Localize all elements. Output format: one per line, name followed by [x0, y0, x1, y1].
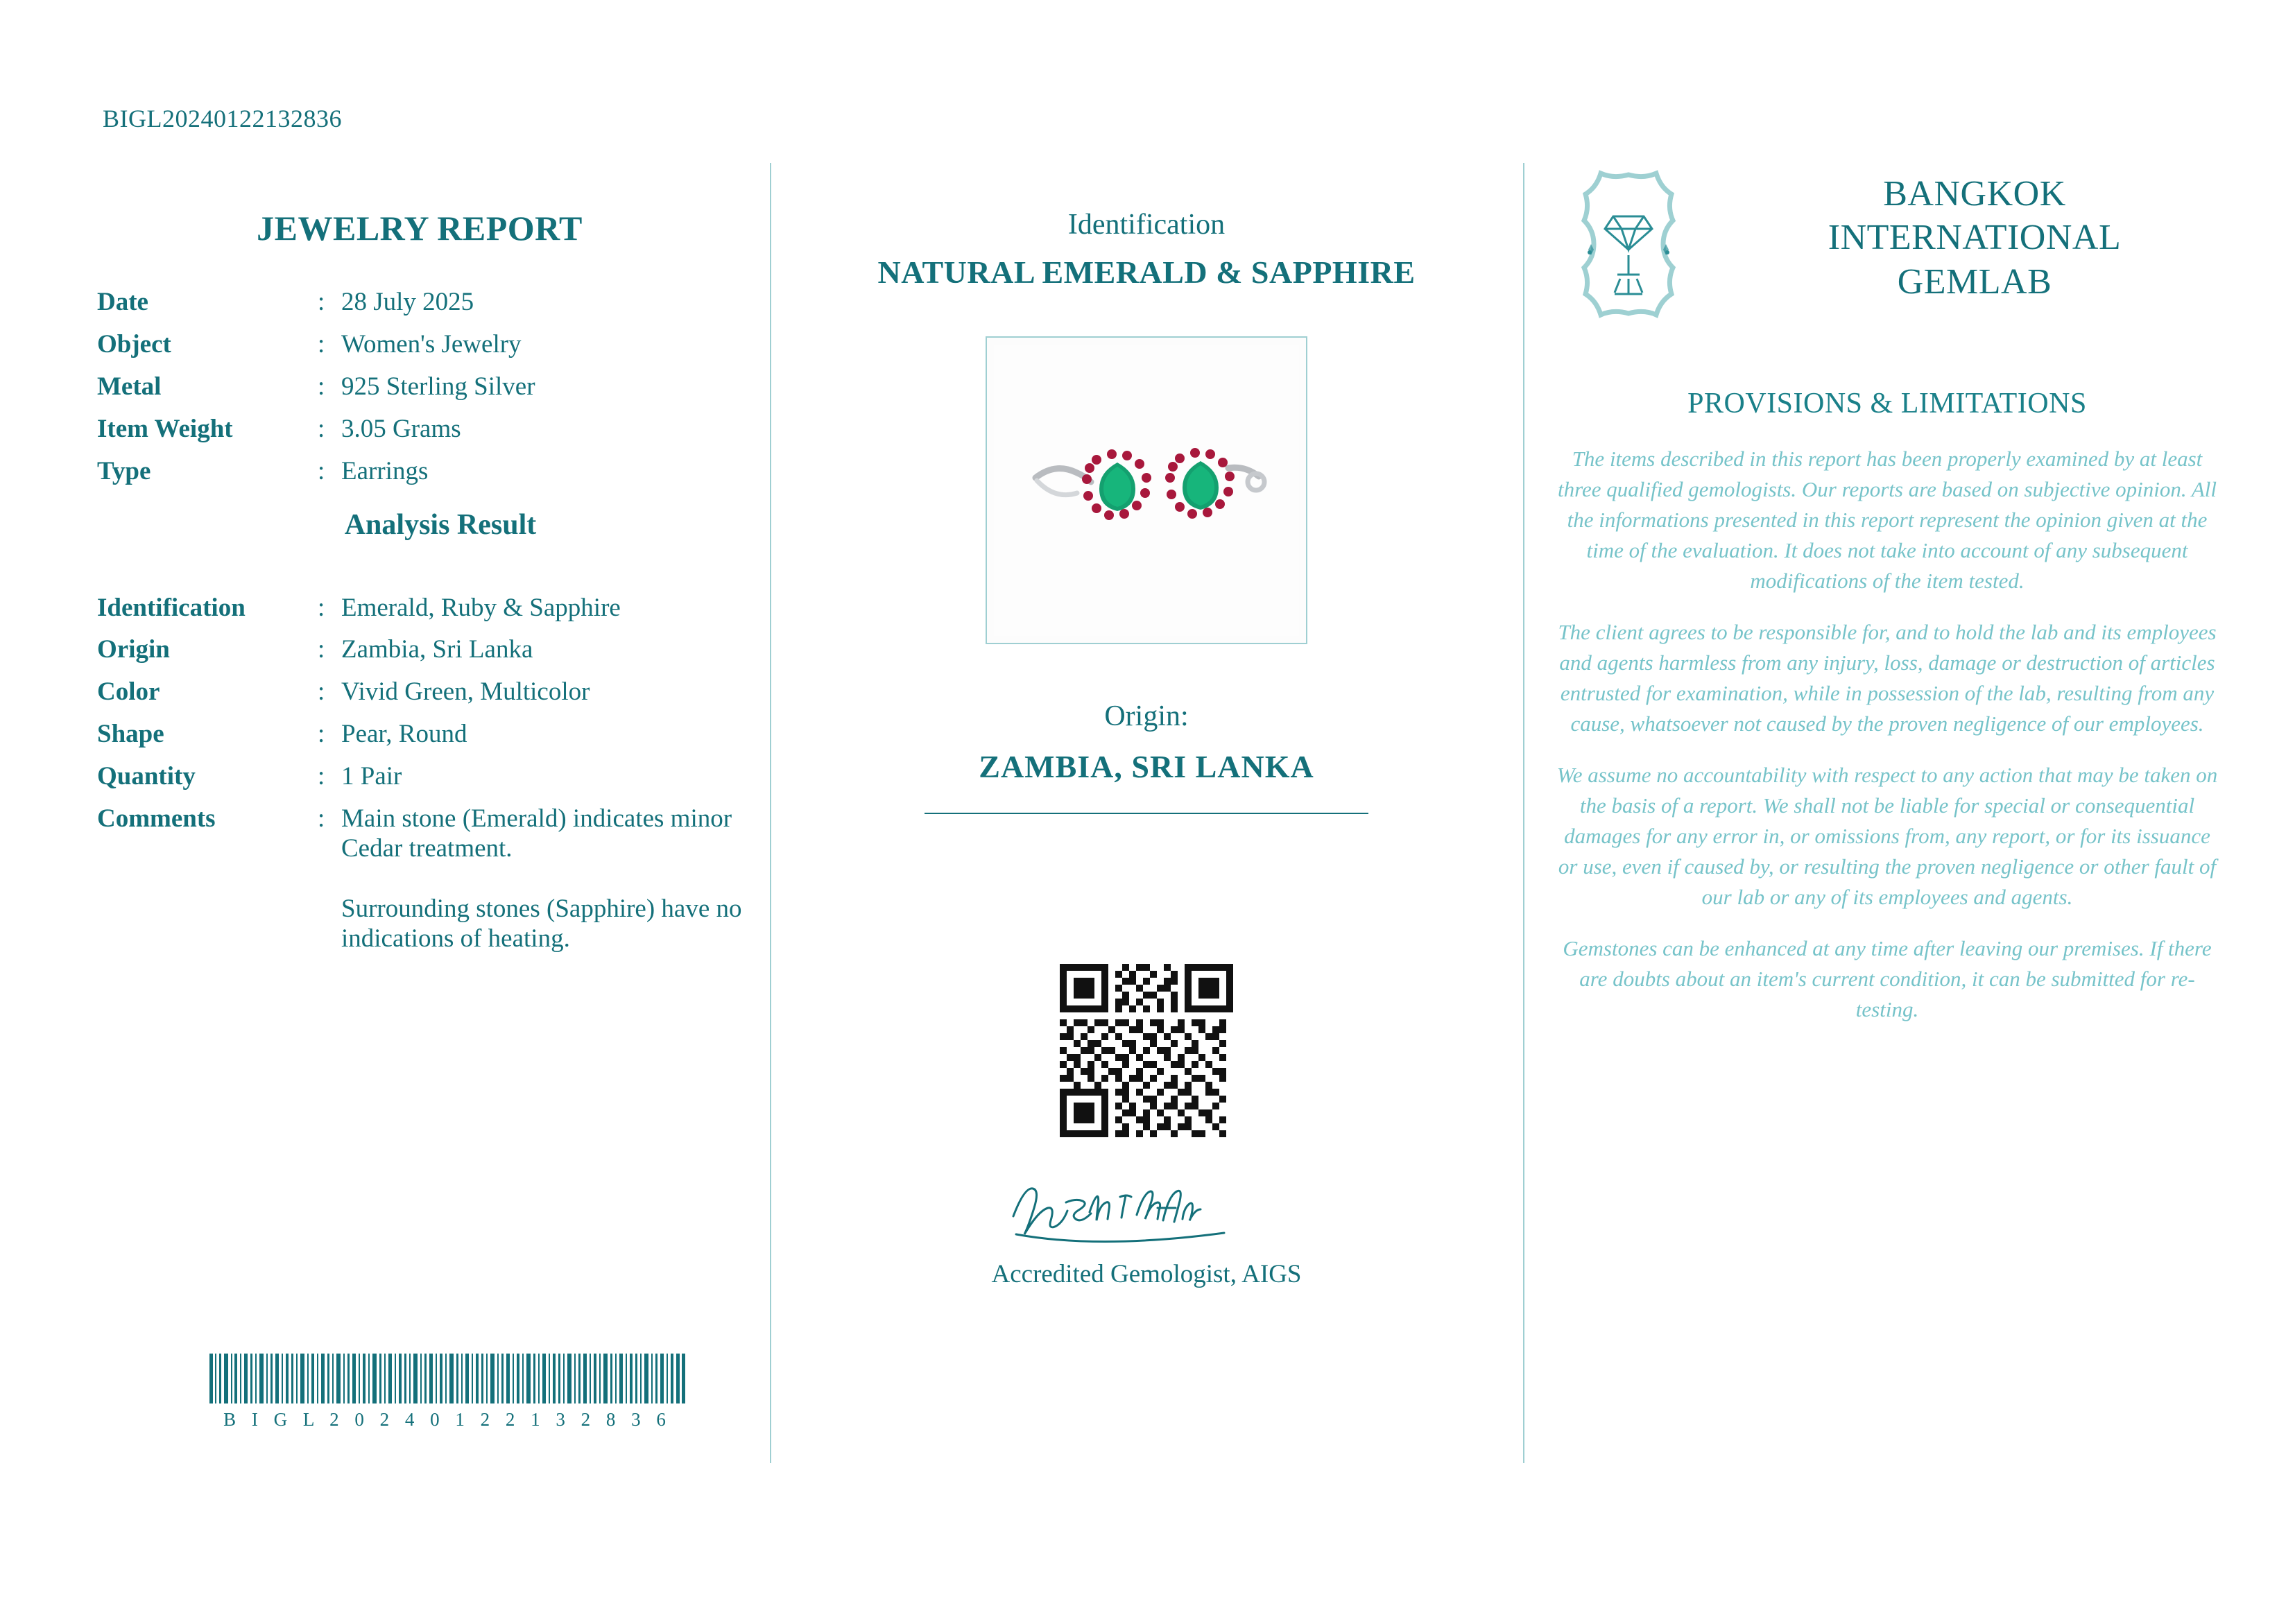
identification-value: NATURAL EMERALD & SAPPHIRE [877, 254, 1416, 290]
left-column [97, 208, 742, 960]
field-value: 28 July 2025 [341, 288, 474, 316]
table-row [97, 714, 742, 756]
comments-line-2: Surrounding stones (Sapphire) have no indications of heating. [341, 894, 742, 953]
provisions-paragraph: The items described in this report has been properly examined by at least three qualified gemologists. Our reports are based on subjective opinion. All the informations presented in this report represent the opinion given at the time of the evaluation. It does not take into account of any subsequent modifications of the item tested. [1558, 447, 2217, 594]
field-label: Shape [97, 720, 164, 749]
brand-title [1712, 165, 2237, 304]
field-colon: : [318, 288, 325, 316]
field-label: Metal [97, 372, 162, 401]
brand-line-2: INTERNATIONAL [1828, 218, 2122, 258]
table-row [97, 408, 742, 451]
barcode-number: B I G L 2 0 2 4 0 1 2 2 1 3 2 8 3 6 [223, 1409, 671, 1430]
field-label: Color [97, 677, 160, 707]
field-label: Quantity [97, 762, 196, 791]
table-row [97, 451, 742, 493]
analysis-result-heading: Analysis Result [344, 508, 537, 541]
comments-line-1: Main stone (Emerald) indicates minor Cedar treatment. [341, 804, 732, 863]
brand-line-1: BANGKOK [1883, 174, 2066, 214]
gemlab-logo-icon [1545, 168, 1712, 334]
barcode [208, 1354, 687, 1431]
field-value: Emerald, Ruby & Sapphire [341, 593, 621, 622]
identification-label: Identification [1067, 209, 1226, 241]
field-colon: : [318, 593, 325, 622]
report-number: BIGL20240122132836 [103, 105, 342, 132]
field-value: Women's Jewelry [341, 329, 522, 359]
signature [1001, 1173, 1292, 1250]
field-label: Type [97, 456, 151, 485]
accredited-gemologist-label: Accredited Gemologist, AIGS [991, 1260, 1302, 1288]
field-label: Identification [97, 593, 246, 622]
analysis-result-table [97, 587, 742, 960]
provisions-paragraph: Gemstones can be enhanced at any time after leaving our premises. If there are doubts about an item's current condition, it can be submitted for re-testing. [1563, 936, 2212, 1022]
middle-column [784, 208, 1509, 1289]
field-value: Vivid Green, Multicolor [341, 677, 590, 707]
field-colon: : [318, 329, 325, 359]
barcode-icon [208, 1354, 687, 1403]
earrings-photo-icon [994, 345, 1299, 636]
field-value: 3.05 Grams [341, 414, 461, 443]
table-row [97, 282, 742, 324]
field-colon: : [318, 762, 325, 791]
table-row [97, 366, 742, 408]
table-row [97, 629, 742, 671]
field-value: 1 Pair [341, 762, 402, 791]
table-row [97, 324, 742, 366]
qr-code-icon[interactable] [1060, 964, 1233, 1137]
brand-line-3: GEMLAB [1897, 261, 2052, 302]
field-value: Zambia, Sri Lanka [341, 635, 533, 664]
field-colon: : [318, 720, 325, 749]
origin-value: ZAMBIA, SRI LANKA [979, 749, 1314, 784]
field-value: 925 Sterling Silver [341, 372, 535, 401]
field-colon: : [318, 456, 325, 485]
comments-label: Comments [97, 804, 216, 833]
field-value: Pear, Round [341, 720, 467, 749]
item-photo-frame [986, 336, 1307, 644]
field-colon: : [318, 372, 325, 401]
comments-colon: : [318, 804, 325, 833]
field-colon: : [318, 635, 325, 664]
field-colon: : [318, 414, 325, 443]
brand-header [1537, 165, 2237, 334]
provisions-paragraph: We assume no accountability with respect to any action that may be taken on the basis of a report. We shall not be liable for special or consequential damages for any error in, or omissions from, any report, or for its issuance or use, even if caused by, or resulting the proven negligence or other fault of our lab or any of its employees and agents. [1556, 763, 2218, 910]
table-row [97, 587, 742, 630]
field-label: Item Weight [97, 414, 233, 443]
table-row-comments [97, 798, 742, 960]
right-column [1537, 165, 2237, 1025]
provisions-paragraph: The client agrees to be responsible for, and to hold the lab and its employees and agents harmless from any injury, loss, damage or destruction of articles entrusted for examination, while in possession of the lab, resulting from any cause, whatsoever not caused by the proven negligence of our employees. [1558, 620, 2217, 736]
spacer [97, 542, 742, 587]
divider-rule [925, 813, 1368, 814]
item-details-table [97, 282, 742, 493]
field-label: Origin [97, 635, 170, 664]
provisions-body [1537, 444, 2237, 1025]
field-label: Date [97, 288, 148, 316]
qr-code[interactable] [1060, 964, 1233, 1137]
signature-icon [1001, 1173, 1292, 1250]
field-value: Earrings [341, 456, 429, 485]
page-title: JEWELRY REPORT [257, 209, 583, 248]
field-label: Object [97, 329, 171, 359]
field-colon: : [318, 677, 325, 707]
table-row [97, 671, 742, 714]
table-row [97, 756, 742, 798]
column-divider-right [1523, 163, 1524, 1463]
origin-label: Origin: [1104, 700, 1189, 732]
provisions-title: PROVISIONS & LIMITATIONS [1687, 388, 2087, 420]
item-photo [987, 338, 1306, 643]
column-divider-left [770, 163, 771, 1463]
